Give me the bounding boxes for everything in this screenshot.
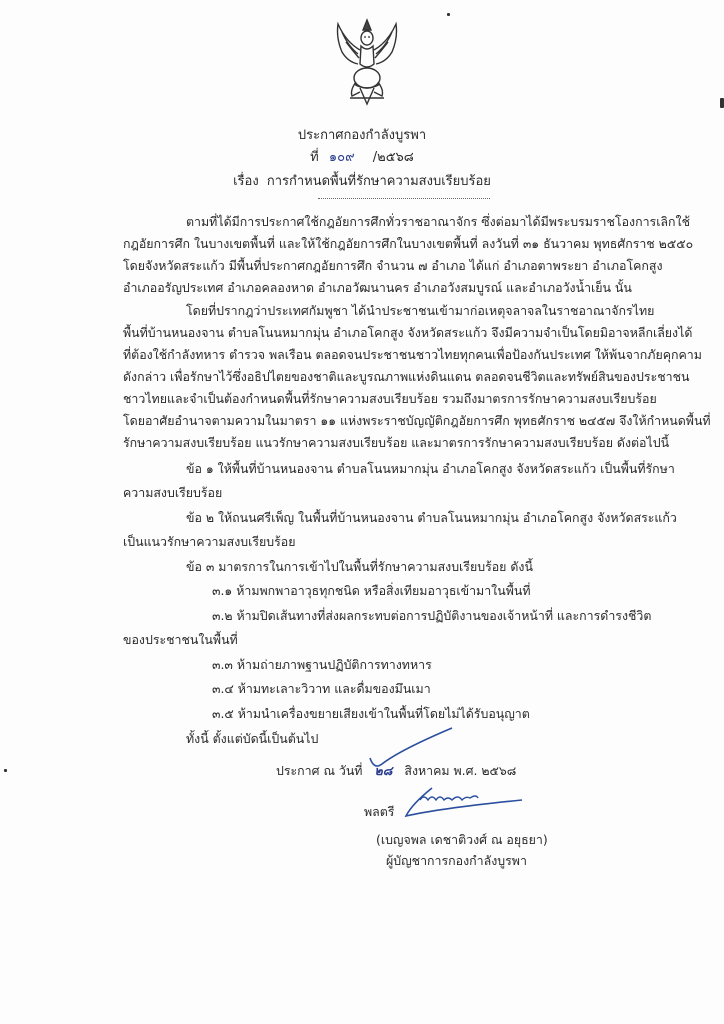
- body-line: ดังกล่าว เพื่อรักษาไว้ซึ่งอธิปไตยของชาติและบูรณภาพแห่งดินแดน ตลอดจนชีวิตและทรัพย์สินของประชาชน: [123, 369, 690, 384]
- body-line: พื้นที่บ้านหนองจาน ตำบลโนนหมากมุ่น อำเภอโคกสูง จังหวัดสระแก้ว จึงมีความจำเป็นโดยมิอาจหลีกเลี่ยงได้: [123, 325, 693, 340]
- clause-3-2: ๓.๒ ห้ามปิดเส้นทางที่ส่งผลกระทบต่อการปฏิบัติงานของเจ้าหน้าที่ และการดำรงชีวิต: [212, 608, 652, 623]
- clause-2: ข้อ ๒ ให้ถนนศรีเพ็ญ ในพื้นที่บ้านหนองจาน ตำบลโนนหมากมุ่น อำเภอโคกสูง จังหวัดสระแก้ว: [186, 510, 677, 525]
- clause-3-3: ๓.๓ ห้ามถ่ายภาพฐานปฏิบัติการทางทหาร: [212, 657, 432, 672]
- body-line: กฎอัยการศึก ในบางเขตพื้นที่ และให้ใช้กฎอัยการศึกในบางเขตพื้นที่ ลงวันที่ ๓๑ ธันวาคม พุทธศักราช ๒๕๕๐: [123, 236, 694, 251]
- body-line: โดยอาศัยอำนาจตามความในมาตรา ๑๑ แห่งพระราชบัญญัติกฎอัยการศึก พุทธศักราช ๒๔๕๗ จึงให้กำหนดพื้นที่: [123, 413, 711, 428]
- clause-3-5: ๓.๕ ห้ามนำเครื่องขยายเสียงเข้าในพื้นที่โดยไม่ได้รับอนุญาต: [212, 706, 530, 721]
- subject-label: เรื่อง: [233, 174, 259, 189]
- scan-speck: [447, 13, 450, 16]
- clause-3-1: ๓.๑ ห้ามพกพาอาวุธทุกชนิด หรือสิ่งเทียมอาวุธเข้ามาในพื้นที่: [212, 583, 531, 598]
- number-value: ๑๐๙: [328, 150, 355, 165]
- rank: พลตรี: [364, 804, 395, 819]
- number-year: /๒๕๖๘: [372, 150, 414, 165]
- clause-3: ข้อ ๓ มาตรการในการเข้าไปในพื้นที่รักษาความสงบเรียบร้อย ดังนี้: [186, 559, 533, 574]
- announced-month-year: สิงหาคม พ.ศ. ๒๕๖๘: [404, 763, 517, 778]
- announcement-number: [0, 146, 724, 167]
- number-prefix: ที่: [310, 150, 319, 165]
- clause-1-cont: ความสงบเรียบร้อย: [123, 485, 223, 500]
- subject-text: การกำหนดพื้นที่รักษาความสงบเรียบร้อย: [266, 174, 491, 189]
- body-line: อำเภออรัญประเทศ อำเภอคลองหาด อำเภอวัฒนานคร อำเภอวังสมบูรณ์ และอำเภอวังน้ำเย็น นั้น: [123, 280, 632, 295]
- subject-line: [0, 170, 724, 191]
- body-line: โดยที่ปรากฎว่าประเทศกัมพูชา ได้นำประชาชนเข้ามาก่อเหตุจลาจลในราชอาณาจักรไทย: [186, 303, 655, 318]
- clause-3-4: ๓.๔ ห้ามทะเลาะวิวาท และดื่มของมึนเมา: [212, 681, 431, 696]
- scan-speck: [4, 769, 7, 772]
- divider: [318, 198, 490, 199]
- signer-position: ผู้บัญชาการกองกำลังบูรพา: [386, 853, 527, 868]
- clause-1: ข้อ ๑ ให้พื้นที่บ้านหนองจาน ตำบลโนนหมากมุ่น อำเภอโคกสูง จังหวัดสระแก้ว เป็นพื้นที่รักษา: [186, 461, 675, 476]
- effective-line: ทั้งนี้ ตั้งแต่บัดนี้เป็นต้นไป: [186, 731, 319, 746]
- body-line: ที่ต้องใช้กำลังทหาร ตำรวจ พลเรือน ตลอดจนประชาชนชาวไทยทุกคนเพื่อป้องกันประเทศ ให้พ้นจากภัยคุกคาม: [123, 347, 702, 362]
- date-pen-stroke-icon: [360, 722, 460, 772]
- body-line: รักษาความสงบเรียบร้อย แนวรักษาความสงบเรียบร้อย และมาตรการรักษาความสงบเรียบร้อย ดังต่อไปนี้: [123, 435, 670, 450]
- garuda-emblem-icon: [330, 12, 404, 112]
- announced-prefix: ประกาศ ณ วันที่: [276, 763, 363, 778]
- clause-3-2-cont: ของประชาชนในพื้นที่: [123, 632, 238, 647]
- body-line: ชาวไทยและจำเป็นต้องกำหนดพื้นที่รักษาความสงบเรียบร้อย รวมถึงมาตรการรักษาความสงบเรียบร้อย: [123, 391, 657, 406]
- body-line: ตามที่ได้มีการประกาศใช้กฎอัยการศึกทั่วราชอาณาจักร ซึ่งต่อมาได้มีพระบรมราชโองการเลิกใช้: [186, 214, 690, 229]
- scan-speck: [720, 98, 724, 108]
- signer-name: (เบญจพล เดชาติวงศ์ ณ อยุธยา): [376, 832, 548, 847]
- org-title: ประกาศกองกำลังบูรพา: [297, 128, 427, 143]
- signature-icon: [402, 782, 532, 824]
- clause-2-cont: เป็นแนวรักษาความสงบเรียบร้อย: [123, 534, 296, 549]
- announced-day: ๒๘: [374, 763, 393, 778]
- body-line: โดยจังหวัดสระแก้ว มีพื้นที่ประกาศกฎอัยการศึก จำนวน ๗ อำเภอ ได้แก่ อำเภอตาพระยา อำเภอโคกสูง: [123, 258, 663, 273]
